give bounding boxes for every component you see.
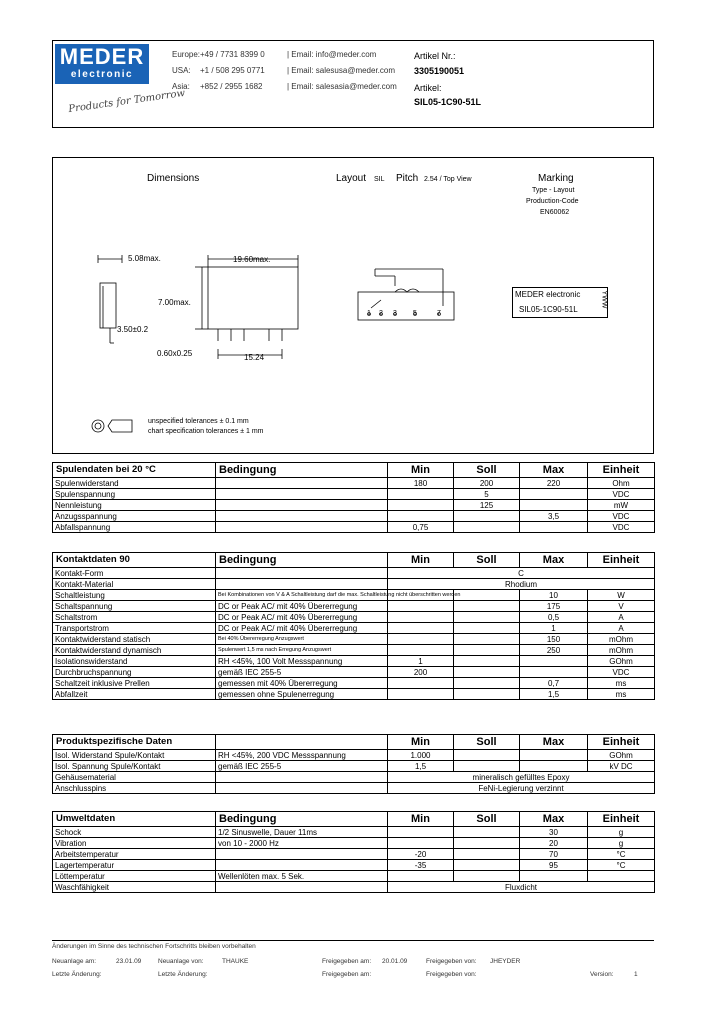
table-cell: A [588,623,655,634]
footer-cell: Neuanlage von: [158,958,204,965]
table-cell: Spulenwiderstand [53,478,216,489]
contact-phone: +1 / 508 295 0771 [200,66,265,75]
table-cell: 5 [454,489,520,500]
table-cell [454,634,520,645]
table-cell [454,612,520,623]
table-cell [216,500,388,511]
table-cell: mOhm [588,634,655,645]
table-cell: VDC [588,489,655,500]
marking-title: Marking [538,173,574,184]
table-cell: Abfallspannung [53,522,216,533]
table-cell: 10 [520,590,588,601]
note-line: unspecified tolerances ± 0.1 mm [148,418,249,425]
table-cell: gemäß IEC 255-5 [216,761,388,772]
table-cell: Rhodium [388,579,655,590]
table-row [53,882,655,893]
table-cell: 1,5 [520,689,588,700]
umweltdaten-table [52,811,655,893]
table-cell: 1 [388,656,454,667]
contact-region: USA: [172,66,191,75]
table-cell [454,667,520,678]
table-cell: VDC [588,522,655,533]
table-row [53,601,655,612]
table-cell: Waschfähigkeit [53,882,216,893]
table-cell [216,568,388,579]
table-cell: Ohm [588,478,655,489]
artikel-label: Artikel: [414,83,442,93]
marking-line: EN60062 [540,209,570,216]
contact-email: | Email: salesasia@meder.com [287,82,397,91]
table-cell: Löttemperatur [53,871,216,882]
logo-line1: MEDER [59,44,145,69]
table-cell [454,849,520,860]
layout-pitch: Pitch [396,173,419,184]
table-cell [454,623,520,634]
mark-line2: SIL05-1C90-51L [519,305,578,314]
table-cell: Abfallzeit [53,689,216,700]
table-cell: -35 [388,860,454,871]
table-cell: DC or Peak AC/ mit 40% Übererregung [216,601,388,612]
footer-cell: THAUKE [222,958,249,965]
table-cell: Kontakt-Material [53,579,216,590]
table-cell: 175 [520,601,588,612]
table-cell [454,827,520,838]
table-cell: Isol. Spannung Spule/Kontakt [53,761,216,772]
slogan: Products for Tomorrow [67,87,186,116]
table-cell: 125 [454,500,520,511]
table-cell: DC or Peak AC/ mit 40% Übererregung [216,623,388,634]
table-cell [520,500,588,511]
table-row [53,511,655,522]
table-cell: mW [588,500,655,511]
column-header: Einheit [588,553,655,568]
table-cell [388,511,454,522]
company-logo [55,44,149,84]
table-cell: ms [588,689,655,700]
dimension-drawing [90,245,310,375]
table-cell: Schaltstrom [53,612,216,623]
table-cell: W [588,590,655,601]
table-row [53,827,655,838]
pin-number: 3 [393,310,397,317]
table-cell: gemessen ohne Spulenerregung [216,689,388,700]
table-cell: 0,5 [520,612,588,623]
table-row [53,783,655,794]
table-cell [388,612,454,623]
table-cell: 150 [520,634,588,645]
table-row [53,579,655,590]
table-cell [454,645,520,656]
column-header: Min [388,735,454,750]
contact-phone: +852 / 2955 1682 [200,82,263,91]
table-cell: 0,7 [520,678,588,689]
table-cell [388,871,454,882]
column-header: Soll [454,463,520,478]
table-cell [520,489,588,500]
contact-email: | Email: info@meder.com [287,50,377,59]
table-cell [388,827,454,838]
table-cell [216,860,388,871]
layout-drawing [355,262,465,324]
table-cell [520,522,588,533]
table-cell: -20 [388,849,454,860]
table-cell [454,656,520,667]
table-cell: 250 [520,645,588,656]
table-cell: Gehäusematerial [53,772,216,783]
table-cell [454,860,520,871]
table-cell: Arbeitstemperatur [53,849,216,860]
column-header: Produktspezifische Daten [53,735,216,750]
contact-phone: +49 / 7731 8399 0 [200,50,265,59]
dim-label: 19.60max. [233,255,271,264]
table-cell [388,601,454,612]
table-cell [454,761,520,772]
table-cell: kV DC [588,761,655,772]
table-header-row [53,812,655,827]
table-cell [454,689,520,700]
layout-sub1: SIL [374,176,385,183]
table-cell: gemäß IEC 255-5 [216,667,388,678]
column-header: Max [520,812,588,827]
footer-cell: Freigegeben von: [426,958,477,965]
dimensions-title: Dimensions [147,173,200,184]
dim-label: 3.50±0.2 [117,325,149,334]
tolerance-symbols [90,416,140,436]
table-cell: Kontaktwiderstand dynamisch [53,645,216,656]
table-cell: Durchbruchspannung [53,667,216,678]
note-line: chart specification tolerances ± 1 mm [148,428,264,435]
table-cell [454,678,520,689]
table-cell [454,522,520,533]
table-cell: Isol. Widerstand Spule/Kontakt [53,750,216,761]
table-cell [388,634,454,645]
table-cell: Kontaktwiderstand statisch [53,634,216,645]
footer-cell: Freigegeben von: [426,971,477,978]
table-cell: gemessen mit 40% Übererregung [216,678,388,689]
footer-cell: Letzte Änderung: [52,971,102,978]
contact-region: Asia: [172,82,190,91]
kontaktdaten-table [52,552,655,700]
table-cell: VDC [588,511,655,522]
pin-number: 7 [437,310,441,317]
table-row [53,656,655,667]
table-cell [388,838,454,849]
footer-cell: JHEYDER [490,958,521,965]
table-cell: von 10 - 2000 Hz [216,838,388,849]
table-cell: Wellenlöten max. 5 Sek. [216,871,388,882]
table-cell [388,623,454,634]
table-cell [216,849,388,860]
table-cell: GOhm [588,656,655,667]
footer-cell: Freigegeben am: [322,958,372,965]
table-cell [216,489,388,500]
table-cell: g [588,838,655,849]
table-cell [454,750,520,761]
table-cell: 1.000 [388,750,454,761]
table-cell: Vibration [53,838,216,849]
footer-rule [52,940,654,941]
table-cell: Spulenwert 1,5 ms nach Erregung Anzugswert [216,645,388,656]
table-cell [520,750,588,761]
artikel-value: SIL05-1C90-51L [414,97,482,107]
table-cell: FeNi-Legierung verzinnt [388,783,655,794]
table-cell [588,871,655,882]
table-cell: Nennleistung [53,500,216,511]
table-cell: °C [588,849,655,860]
footer-cell: 1 [634,971,638,978]
column-header: Max [520,463,588,478]
table-row [53,750,655,761]
table-cell [216,579,388,590]
table-cell: 95 [520,860,588,871]
table-row [53,634,655,645]
contact-email: | Email: salesusa@meder.com [287,66,396,75]
table-row [53,678,655,689]
table-cell: mOhm [588,645,655,656]
table-row [53,761,655,772]
column-header: Soll [454,735,520,750]
layout-sub2: 2.54 / Top View [424,176,472,183]
column-header: Max [520,553,588,568]
table-cell [388,500,454,511]
table-row [53,522,655,533]
table-cell [216,882,388,893]
table-cell [216,478,388,489]
contact-region: Europe: [172,50,201,59]
artikel-nr-value: 3305190051 [414,66,465,76]
table-cell: RH <45%, 100 Volt Messspannung [216,656,388,667]
table-row [53,500,655,511]
column-header: Umweltdaten [53,812,216,827]
footer-cell: Letzte Änderung: [158,971,208,978]
table-cell: 200 [454,478,520,489]
table-cell: 1 [520,623,588,634]
table-row [53,689,655,700]
table-cell: Bei 40% Übererregung Anzugswert [216,634,388,645]
mark-line1: MEDER electronic [515,290,581,299]
table-cell [388,689,454,700]
dim-label: 15.24 [244,353,265,362]
table-row [53,568,655,579]
table-cell [454,601,520,612]
footer-cell: Freigegeben am: [322,971,372,978]
table-row [53,623,655,634]
dim-label: 7.00max. [158,298,191,307]
logo-line2: electronic [70,69,134,80]
table-cell [454,871,520,882]
table-cell: C [388,568,655,579]
footer-note: Änderungen im Sinne des technischen Fortschritts bleiben vorbehalten [52,943,256,950]
table-cell [454,838,520,849]
table-cell [388,645,454,656]
table-cell [520,656,588,667]
table-cell: 180 [388,478,454,489]
footer-cell: 23.01.09 [116,958,142,965]
column-header: Soll [454,812,520,827]
table-cell: 30 [520,827,588,838]
column-header: Bedingung [216,812,388,827]
table-cell: VDC [588,667,655,678]
table-cell: Anzugsspannung [53,511,216,522]
table-row [53,860,655,871]
table-cell: Spulenspannung [53,489,216,500]
table-cell: Bei Kombinationen von V & A Schaltleistung darf die max. Schaltleistung nicht überschritten werden [216,590,388,601]
footer-cell: 20.01.09 [382,958,408,965]
table-header-row [53,553,655,568]
table-cell [520,667,588,678]
table-cell: 200 [388,667,454,678]
table-cell: g [588,827,655,838]
table-cell [216,522,388,533]
table-cell [388,678,454,689]
table-cell [520,871,588,882]
table-row [53,849,655,860]
produkt-table [52,734,655,794]
table-cell: A [588,612,655,623]
column-header: Einheit [588,735,655,750]
table-cell: Schaltzeit inklusive Prellen [53,678,216,689]
table-row [53,590,655,601]
table-cell: Schaltleistung [53,590,216,601]
column-header: Einheit [588,812,655,827]
column-header: Min [388,553,454,568]
table-cell: 20 [520,838,588,849]
table-cell [388,489,454,500]
table-row [53,489,655,500]
table-cell: Anschlusspins [53,783,216,794]
table-cell: 1/2 Sinuswelle, Dauer 11ms [216,827,388,838]
column-header: Bedingung [216,463,388,478]
table-cell: Schaltspannung [53,601,216,612]
table-header-row [53,735,655,750]
table-row [53,478,655,489]
column-header: Kontaktdaten 90 [53,553,216,568]
column-header: Spulendaten bei 20 °C [53,463,216,478]
table-cell: Schock [53,827,216,838]
table-cell: RH <45%, 200 VDC Messspannung [216,750,388,761]
table-cell: V [588,601,655,612]
table-cell: Lagertemperatur [53,860,216,871]
table-cell [454,511,520,522]
table-row [53,667,655,678]
spulendaten-table [52,462,655,533]
column-header: Min [388,463,454,478]
dim-label: 5.08max. [128,254,161,263]
mark-code: YWW [600,290,608,309]
table-cell: Fluxdicht [388,882,655,893]
table-cell: 70 [520,849,588,860]
table-cell: GOhm [588,750,655,761]
table-cell: mineralisch gefülltes Epoxy [388,772,655,783]
column-header [216,735,388,750]
table-cell [216,511,388,522]
table-cell: DC or Peak AC/ mit 40% Übererregung [216,612,388,623]
table-cell: °C [588,860,655,871]
table-cell: Kontakt-Form [53,568,216,579]
marking-line: Type - Layout [532,187,575,194]
table-cell [454,590,520,601]
table-row [53,645,655,656]
table-cell: Transportstrom [53,623,216,634]
table-header-row [53,463,655,478]
layout-title: Layout [336,173,367,184]
column-header: Soll [454,553,520,568]
table-cell: ms [588,678,655,689]
table-cell: 0,75 [388,522,454,533]
table-cell [216,783,388,794]
footer-cell: Neuanlage am: [52,958,97,965]
table-cell: 1,5 [388,761,454,772]
table-row [53,612,655,623]
column-header: Min [388,812,454,827]
table-cell: 220 [520,478,588,489]
pin-number: 1 [367,310,371,317]
pin-number: 2 [379,310,383,317]
table-row [53,871,655,882]
footer-cell: Version: [590,971,614,978]
artikel-nr-label: Artikel Nr.: [414,51,456,61]
column-header: Bedingung [216,553,388,568]
table-cell: Isolationswiderstand [53,656,216,667]
table-row [53,772,655,783]
dim-label: 0.60x0.25 [157,349,193,358]
table-cell [520,761,588,772]
column-header: Einheit [588,463,655,478]
pin-number: 5 [413,310,417,317]
column-header: Max [520,735,588,750]
table-cell: 3,5 [520,511,588,522]
table-cell [216,772,388,783]
table-row [53,838,655,849]
marking-line: Production-Code [526,198,579,205]
